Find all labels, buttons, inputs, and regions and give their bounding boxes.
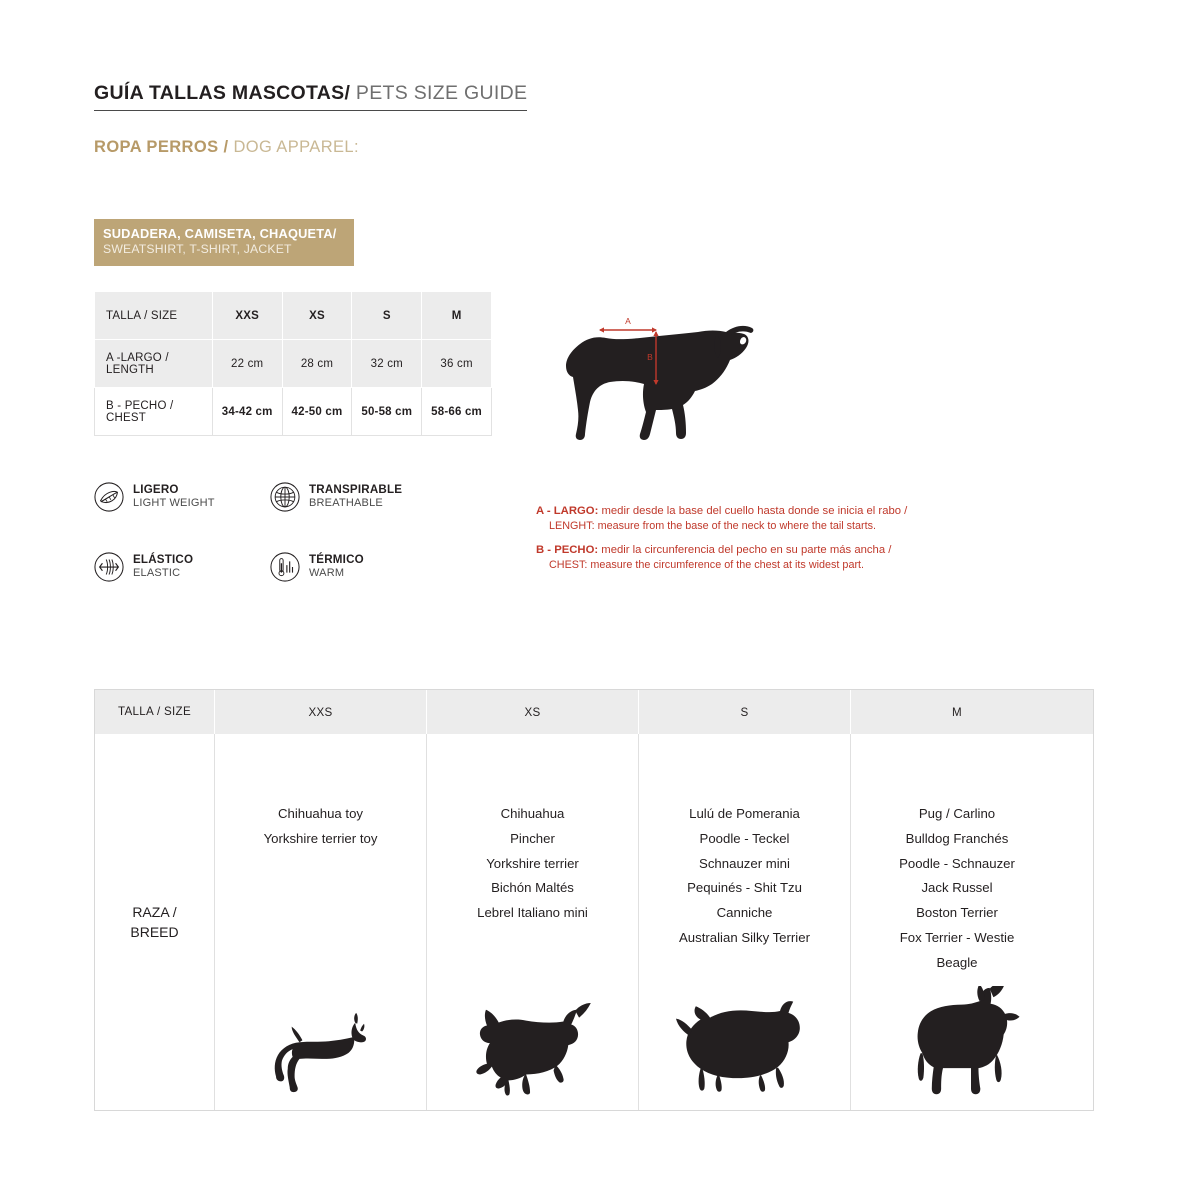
table-row: [95, 388, 492, 436]
chihuahua-silhouette-icon: [215, 968, 426, 1098]
measurement-diagram: [530, 310, 790, 460]
measurements-table: [94, 291, 492, 436]
list-item: Canniche: [716, 905, 773, 921]
legend-row-chest: [536, 542, 1006, 574]
legend-text-a-es: medir desde la base del cuello hasta donde se inicia el rabo /: [598, 505, 908, 517]
breed-column-m: [851, 734, 1063, 1110]
breed-table-header: [95, 690, 1093, 734]
list-item: Schnauzer mini: [699, 855, 790, 871]
mesh-sphere-icon: [270, 482, 300, 512]
measurement-legend: [536, 503, 1006, 581]
breed-list-xs: [427, 734, 638, 926]
row-label-chest: B - PECHO / CHEST: [95, 388, 213, 436]
list-item: Poodle - Schnauzer: [899, 855, 1015, 871]
page-title-en: PETS SIZE GUIDE: [350, 82, 528, 104]
list-item: Bulldog Franchés: [905, 830, 1009, 846]
legend-text-b-en: CHEST: measure the circumference of the chest at its widest part.: [549, 559, 865, 572]
breed-header-size: TALLA / SIZE: [95, 690, 215, 734]
legend-text-b-es: medir la circunferencia del pecho en su parte más ancha /: [598, 544, 892, 557]
col-header-m: M: [422, 292, 492, 340]
breed-header-xs: XS: [427, 690, 639, 734]
length-m: 36 cm: [422, 340, 492, 388]
legend-label-b: B - PECHO:: [536, 544, 599, 557]
breed-row-label-line1: RAZA /: [132, 903, 177, 920]
breed-table: [94, 689, 1094, 1111]
page-title-es: GUÍA TALLAS MASCOTAS/: [94, 82, 351, 104]
feature-title-es: LIGERO: [133, 483, 179, 497]
list-item: Lebrel Italiano mini: [477, 905, 588, 921]
feature-breathable: [270, 482, 402, 512]
breed-header-m: M: [952, 705, 962, 719]
breed-column-xxs: [215, 734, 427, 1110]
diagram-label-b: B: [647, 352, 653, 362]
section-subtitle-es: ROPA PERROS /: [94, 138, 229, 156]
list-item: Australian Silky Terrier: [679, 930, 810, 946]
breed-list-m: [851, 734, 1063, 976]
chest-xxs: 34-42 cm: [212, 388, 282, 436]
breed-list-s: [639, 734, 850, 951]
page-title: [94, 82, 527, 111]
section-subtitle-en: DOG APPAREL:: [228, 138, 359, 156]
breed-column-s: [639, 734, 851, 1110]
feature-title-es: TRANSPIRABLE: [309, 483, 403, 497]
leaf-icon: [94, 482, 124, 512]
feature-light-weight: [94, 482, 215, 512]
section-subtitle: [94, 138, 359, 157]
list-item: Pequinés - Shit Tzu: [687, 880, 802, 896]
french-bulldog-silhouette-icon: [851, 968, 1063, 1098]
legend-text-a-en: LENGHT: measure from the base of the neck to where the tail starts.: [549, 520, 877, 533]
feature-title-es: ELÁSTICO: [133, 553, 194, 567]
feature-title-en: WARM: [309, 567, 345, 580]
col-header-s: S: [352, 292, 422, 340]
list-item: Pug / Carlino: [918, 806, 996, 821]
list-item: Poodle - Teckel: [699, 830, 790, 846]
feature-elastic: [94, 552, 193, 582]
length-s: 32 cm: [352, 340, 422, 388]
garment-type-es: SUDADERA, CAMISETA, CHAQUETA/: [103, 226, 337, 241]
col-header-size: TALLA / SIZE: [95, 292, 213, 340]
breed-row-label: [95, 734, 215, 1110]
elastic-icon: [94, 552, 124, 582]
row-label-length: A -LARGO / LENGTH: [95, 340, 213, 388]
length-xxs: 22 cm: [212, 340, 282, 388]
list-item: Yorkshire terrier: [486, 855, 579, 871]
feature-title-en: BREATHABLE: [309, 497, 383, 510]
list-item: Lulú de Pomerania: [689, 806, 800, 821]
list-item: Pincher: [510, 830, 555, 846]
chest-m: 58-66 cm: [422, 388, 492, 436]
chest-xs: 42-50 cm: [282, 388, 352, 436]
papillon-silhouette-icon: [427, 968, 638, 1098]
feature-title-en: LIGHT WEIGHT: [133, 497, 215, 510]
table-row: [95, 340, 492, 388]
legend-label-a: A - LARGO:: [536, 505, 599, 517]
chest-s: 50-58 cm: [352, 388, 422, 436]
breed-header-xxs: XXS: [215, 690, 427, 734]
list-item: Jack Russel: [921, 880, 993, 896]
breed-header-s: S: [639, 690, 851, 734]
list-item: Bichón Maltés: [491, 880, 574, 896]
garment-type-en: SWEATSHIRT, T-SHIRT, JACKET: [103, 242, 292, 257]
garment-type-banner: [94, 219, 354, 266]
list-item: Chihuahua: [500, 806, 565, 821]
list-item: Yorkshire terrier toy: [263, 830, 378, 846]
thermometer-icon: [270, 552, 300, 582]
feature-title-es: TÉRMICO: [309, 553, 364, 567]
legend-row-length: [536, 503, 1006, 535]
col-header-xxs: XXS: [212, 292, 282, 340]
length-xs: 28 cm: [282, 340, 352, 388]
feature-title-en: ELASTIC: [133, 567, 181, 580]
feature-warm: [270, 552, 364, 582]
list-item: Fox Terrier - Westie: [899, 930, 1015, 946]
breed-list-xxs: [215, 734, 426, 852]
diagram-label-a: A: [625, 316, 631, 326]
breed-table-body: [95, 734, 1093, 1110]
breed-column-xs: [427, 734, 639, 1110]
list-item: Chihuahua toy: [277, 806, 364, 821]
pomeranian-silhouette-icon: [639, 968, 850, 1098]
breed-row-label-line2: BREED: [130, 924, 179, 940]
list-item: Beagle: [936, 954, 978, 970]
table-row: [95, 292, 492, 340]
col-header-xs: XS: [282, 292, 352, 340]
list-item: Boston Terrier: [916, 905, 998, 921]
